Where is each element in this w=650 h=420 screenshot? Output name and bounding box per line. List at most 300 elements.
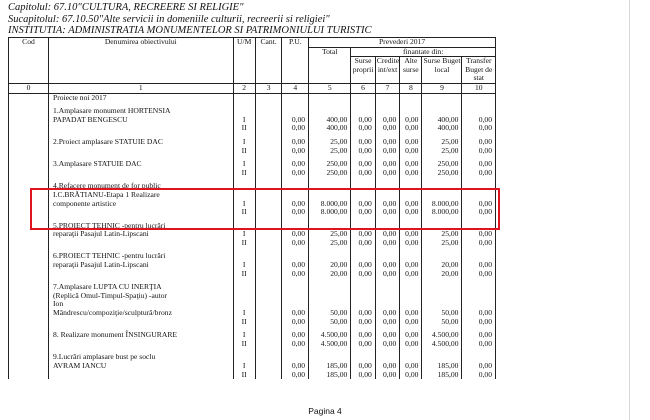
table-row: [9, 116, 496, 125]
credite-value: 0,00: [375, 340, 399, 349]
empty-cell: [351, 292, 375, 301]
project-name-line: AVRAM IANCU: [49, 362, 234, 371]
table-row: [9, 362, 496, 371]
empty-cell: [375, 182, 399, 191]
table-row: [9, 340, 496, 349]
table-row: [9, 270, 496, 279]
surse-proprii-value: 0,00: [351, 309, 375, 318]
table-row: [9, 169, 496, 178]
project-name-line: 1.Amplasare monument HORTENSIA: [49, 107, 234, 116]
empty-cell: [233, 182, 255, 191]
total-value: 25,00: [309, 147, 351, 156]
transfer-value: 0,00: [462, 309, 496, 318]
table-row: [9, 124, 496, 133]
pu-value: 0,00: [282, 200, 309, 209]
cod-cell: [9, 147, 49, 156]
cod-cell: [9, 292, 49, 301]
empty-cell: [49, 340, 234, 349]
pu-value: 0,00: [282, 160, 309, 169]
table-row: [9, 239, 496, 248]
total-value: 250,00: [309, 160, 351, 169]
buget-local-value: 25,00: [422, 138, 462, 147]
credite-value: 0,00: [375, 208, 399, 217]
buget-local-value: 8.000,00: [422, 200, 462, 209]
surse-proprii-value: 0,00: [351, 340, 375, 349]
project-name-line: 2.Proiect amplasare STATUIE DAC: [49, 138, 234, 147]
alte-surse-value: 0,00: [400, 208, 422, 217]
credite-value: 0,00: [375, 116, 399, 125]
cod-cell: [9, 261, 49, 270]
roman-marker: I: [233, 230, 255, 239]
cod-cell: [9, 340, 49, 349]
roman-marker: II: [233, 169, 255, 178]
table-row: [9, 318, 496, 327]
buget-local-value: 4.500,00: [422, 340, 462, 349]
alte-surse-value: 0,00: [400, 169, 422, 178]
cod-cell: [9, 371, 49, 380]
surse-proprii-value: 0,00: [351, 331, 375, 340]
cant-cell: [255, 124, 282, 133]
col-pu-header: P.U.: [282, 38, 309, 84]
buget-local-value: 400,00: [422, 124, 462, 133]
pu-value: 0,00: [282, 331, 309, 340]
column-index-0: 0: [9, 83, 49, 93]
cant-cell: [255, 200, 282, 209]
credite-value: 0,00: [375, 147, 399, 156]
surse-proprii-value: 0,00: [351, 318, 375, 327]
project-name-line: Mândrescu/compoziţie/sculptură/bronz: [49, 309, 234, 318]
empty-cell: [49, 169, 234, 178]
buget-local-value: 8.000,00: [422, 208, 462, 217]
pu-value: 0,00: [282, 116, 309, 125]
empty-cell: [233, 283, 255, 292]
cant-cell: [255, 160, 282, 169]
header-row-1: [9, 38, 496, 48]
total-value: 20,00: [309, 270, 351, 279]
project-name-line: 6.PROIECT TEHNIC -pentru lucrări: [49, 252, 234, 261]
empty-cell: [282, 93, 309, 102]
empty-cell: [422, 283, 462, 292]
roman-marker: I: [233, 138, 255, 147]
buget-local-value: 20,00: [422, 261, 462, 270]
roman-marker: II: [233, 208, 255, 217]
empty-cell: [49, 270, 234, 279]
pu-value: 0,00: [282, 309, 309, 318]
roman-marker: I: [233, 160, 255, 169]
total-value: 185,00: [309, 362, 351, 371]
transfer-value: 0,00: [462, 261, 496, 270]
alte-surse-value: 0,00: [400, 116, 422, 125]
roman-marker: I: [233, 261, 255, 270]
buget-local-value: 25,00: [422, 239, 462, 248]
cant-cell: [255, 371, 282, 380]
credite-value: 0,00: [375, 160, 399, 169]
cant-cell: [255, 116, 282, 125]
cod-cell: [9, 191, 49, 200]
cant-cell: [255, 270, 282, 279]
empty-cell: [49, 147, 234, 156]
credite-value: 0,00: [375, 261, 399, 270]
transfer-value: 0,00: [462, 147, 496, 156]
empty-cell: [282, 283, 309, 292]
surse-proprii-value: 0,00: [351, 124, 375, 133]
cod-cell: [9, 124, 49, 133]
project-name-line: 7.Amplasare LUPTA CU INERŢIA: [49, 283, 234, 292]
total-value: 20,00: [309, 261, 351, 270]
empty-cell: [49, 208, 234, 217]
roman-marker: II: [233, 270, 255, 279]
col-surse-proprii-header: Surse proprii: [351, 57, 375, 84]
roman-marker: II: [233, 371, 255, 380]
cod-cell: [9, 200, 49, 209]
cod-cell: [9, 318, 49, 327]
cant-cell: [255, 230, 282, 239]
transfer-value: 0,00: [462, 230, 496, 239]
alte-surse-value: 0,00: [400, 200, 422, 209]
empty-cell: [49, 239, 234, 248]
empty-cell: [351, 182, 375, 191]
empty-cell: [462, 182, 496, 191]
column-index-8: 8: [400, 83, 422, 93]
total-value: 25,00: [309, 239, 351, 248]
empty-cell: [309, 182, 351, 191]
total-value: 50,00: [309, 318, 351, 327]
page-number: Pagina 4: [308, 406, 342, 416]
surse-proprii-value: 0,00: [351, 208, 375, 217]
budget-table: [8, 37, 496, 379]
transfer-value: 0,00: [462, 160, 496, 169]
cod-cell: [9, 169, 49, 178]
table-row: [9, 200, 496, 209]
roman-marker: I: [233, 309, 255, 318]
surse-proprii-value: 0,00: [351, 230, 375, 239]
pu-value: 0,00: [282, 124, 309, 133]
col-transfer-header: Transfer Buget de stat: [462, 57, 496, 84]
pu-value: 0,00: [282, 270, 309, 279]
pu-value: 0,00: [282, 362, 309, 371]
credite-value: 0,00: [375, 239, 399, 248]
pu-value: 0,00: [282, 208, 309, 217]
cod-cell: [9, 107, 49, 116]
cod-cell: [9, 230, 49, 239]
total-value: 50,00: [309, 309, 351, 318]
empty-cell: [255, 182, 282, 191]
cod-cell: [9, 353, 49, 362]
empty-cell: [282, 182, 309, 191]
project-name-line: reparaţii Pasajul Latin-Lipscani: [49, 261, 234, 270]
empty-cell: [375, 283, 399, 292]
pu-value: 0,00: [282, 147, 309, 156]
alte-surse-value: 0,00: [400, 230, 422, 239]
empty-cell: [400, 292, 422, 301]
empty-cell: [422, 93, 462, 102]
total-value: 400,00: [309, 116, 351, 125]
empty-cell: [400, 283, 422, 292]
surse-proprii-value: 0,00: [351, 371, 375, 380]
total-value: 185,00: [309, 371, 351, 380]
empty-cell: [49, 371, 234, 380]
pu-value: 0,00: [282, 230, 309, 239]
surse-proprii-value: 0,00: [351, 261, 375, 270]
empty-cell: [309, 292, 351, 301]
alte-surse-value: 0,00: [400, 261, 422, 270]
cant-cell: [255, 138, 282, 147]
surse-proprii-value: 0,00: [351, 147, 375, 156]
surse-proprii-value: 0,00: [351, 362, 375, 371]
roman-marker: I: [233, 362, 255, 371]
pu-value: 0,00: [282, 261, 309, 270]
alte-surse-value: 0,00: [400, 270, 422, 279]
roman-marker: II: [233, 124, 255, 133]
empty-cell: [462, 292, 496, 301]
alte-surse-value: 0,00: [400, 331, 422, 340]
surse-proprii-value: 0,00: [351, 169, 375, 178]
cod-cell: [9, 309, 49, 318]
project-name-line: 9.Lucrări amplasare bust pe soclu: [49, 353, 234, 362]
empty-cell: [233, 93, 255, 102]
roman-marker: II: [233, 318, 255, 327]
roman-marker: II: [233, 340, 255, 349]
credite-value: 0,00: [375, 124, 399, 133]
total-value: 250,00: [309, 169, 351, 178]
col-buget-local-header: Surse Buget local: [422, 57, 462, 84]
col-credite-header: Credite int/ext: [375, 57, 399, 84]
cod-cell: [9, 116, 49, 125]
col-um-header: U/M: [233, 38, 255, 84]
buget-local-value: 250,00: [422, 160, 462, 169]
surse-proprii-value: 0,00: [351, 239, 375, 248]
table-row: [9, 371, 496, 380]
table-row: [9, 230, 496, 239]
buget-local-value: 185,00: [422, 371, 462, 380]
empty-cell: [400, 182, 422, 191]
column-index-9: 9: [422, 83, 462, 93]
cod-cell: [9, 252, 49, 261]
project-name-line: componente artistice: [49, 200, 234, 209]
total-value: 4.500,00: [309, 340, 351, 349]
column-index-3: 3: [255, 83, 282, 93]
buget-local-value: 400,00: [422, 116, 462, 125]
cant-cell: [255, 208, 282, 217]
cant-cell: [255, 147, 282, 156]
project-name-line: Ion: [49, 300, 234, 309]
alte-surse-value: 0,00: [400, 124, 422, 133]
alte-surse-value: 0,00: [400, 160, 422, 169]
alte-surse-value: 0,00: [400, 318, 422, 327]
institution-title: INSTITUTIA: ADMINISTRATIA MONUMENTELOR SI PATRIMONIULUI TURISTIC: [8, 25, 372, 36]
transfer-value: 0,00: [462, 208, 496, 217]
cod-cell: [9, 138, 49, 147]
column-index-1: 1: [49, 83, 234, 93]
project-name-line: (Replică Omul-Timpul-Spaţiu) -autor: [49, 292, 234, 301]
empty-cell: [255, 353, 282, 362]
table-row: [9, 261, 496, 270]
transfer-value: 0,00: [462, 331, 496, 340]
empty-cell: [462, 283, 496, 292]
empty-cell: [375, 93, 399, 102]
transfer-value: 0,00: [462, 124, 496, 133]
credite-value: 0,00: [375, 270, 399, 279]
credite-value: 0,00: [375, 318, 399, 327]
column-index-2: 2: [233, 83, 255, 93]
project-name-line: PAPADAT BENGESCU: [49, 116, 234, 125]
empty-cell: [255, 191, 282, 200]
project-name-line: I.C.BRĂTIANU-Etapa 1 Realizare: [49, 191, 234, 200]
alte-surse-value: 0,00: [400, 340, 422, 349]
col-total-header: Total: [309, 47, 351, 83]
project-name-line: 5.PROIECT TEHNIC -pentru lucrări: [49, 222, 234, 231]
empty-cell: [233, 292, 255, 301]
total-value: 4.500,00: [309, 331, 351, 340]
cant-cell: [255, 239, 282, 248]
total-value: 25,00: [309, 230, 351, 239]
empty-cell: [422, 182, 462, 191]
subchapter-title: Sucapitolul: 67.10.50"Alte servicii in domeniile culturii, recreerii si religiei": [8, 14, 330, 25]
table-row: [9, 292, 496, 301]
table-row: [9, 160, 496, 169]
cod-cell: [9, 362, 49, 371]
project-name-line: 4.Refacere monument de for public: [49, 182, 234, 191]
roman-marker: I: [233, 116, 255, 125]
empty-cell: [255, 292, 282, 301]
pu-value: 0,00: [282, 138, 309, 147]
cod-cell: [9, 283, 49, 292]
page-edge-line: [629, 0, 630, 420]
empty-cell: [309, 93, 351, 102]
empty-cell: [462, 93, 496, 102]
cod-cell: [9, 300, 49, 309]
cant-cell: [255, 362, 282, 371]
credite-value: 0,00: [375, 169, 399, 178]
buget-local-value: 25,00: [422, 230, 462, 239]
empty-cell: [309, 283, 351, 292]
alte-surse-value: 0,00: [400, 239, 422, 248]
cod-cell: [9, 239, 49, 248]
transfer-value: 0,00: [462, 239, 496, 248]
pu-value: 0,00: [282, 371, 309, 380]
credite-value: 0,00: [375, 200, 399, 209]
empty-cell: [255, 93, 282, 102]
cant-cell: [255, 309, 282, 318]
alte-surse-value: 0,00: [400, 362, 422, 371]
surse-proprii-value: 0,00: [351, 160, 375, 169]
cant-cell: [255, 169, 282, 178]
col-cod-header: Cod: [9, 38, 49, 84]
transfer-value: 0,00: [462, 270, 496, 279]
section-title-row: [9, 93, 496, 102]
roman-marker: I: [233, 331, 255, 340]
prevederi-group-header: Prevederi 2017: [309, 38, 496, 48]
table-row: [9, 208, 496, 217]
buget-local-value: 25,00: [422, 147, 462, 156]
buget-local-value: 250,00: [422, 169, 462, 178]
cod-cell: [9, 182, 49, 191]
table-row: [9, 147, 496, 156]
empty-cell: [255, 252, 282, 261]
col-cant-header: Cant.: [255, 38, 282, 84]
finantate-subheader: finantate din:: [351, 47, 496, 57]
empty-cell: [255, 300, 282, 309]
buget-local-value: 4.500,00: [422, 331, 462, 340]
pu-value: 0,00: [282, 340, 309, 349]
transfer-value: 0,00: [462, 200, 496, 209]
transfer-value: 0,00: [462, 371, 496, 380]
empty-cell: [351, 283, 375, 292]
buget-local-value: 185,00: [422, 362, 462, 371]
total-value: 25,00: [309, 138, 351, 147]
credite-value: 0,00: [375, 362, 399, 371]
cod-cell: [9, 270, 49, 279]
empty-cell: [49, 124, 234, 133]
column-index-6: 6: [351, 83, 375, 93]
roman-marker: I: [233, 200, 255, 209]
transfer-value: 0,00: [462, 340, 496, 349]
cant-cell: [255, 261, 282, 270]
surse-proprii-value: 0,00: [351, 270, 375, 279]
transfer-value: 0,00: [462, 116, 496, 125]
credite-value: 0,00: [375, 371, 399, 380]
chapter-title: Capitolul: 67.10"CULTURA, RECREERE SI RELIGIE": [8, 2, 244, 13]
transfer-value: 0,00: [462, 138, 496, 147]
alte-surse-value: 0,00: [400, 371, 422, 380]
credite-value: 0,00: [375, 309, 399, 318]
credite-value: 0,00: [375, 331, 399, 340]
column-index-10: 10: [462, 83, 496, 93]
project-name-line: 3.Amplasare STATUIE DAC: [49, 160, 234, 169]
column-index-5: 5: [309, 83, 351, 93]
empty-cell: [375, 292, 399, 301]
col-denumire-header: Denumirea obiectivului: [49, 38, 234, 84]
cod-cell: [9, 208, 49, 217]
total-value: 8.000,00: [309, 208, 351, 217]
empty-cell: [400, 93, 422, 102]
section-title: Proiecte noi 2017: [49, 93, 234, 102]
buget-local-value: 20,00: [422, 270, 462, 279]
surse-proprii-value: 0,00: [351, 200, 375, 209]
alte-surse-value: 0,00: [400, 309, 422, 318]
pu-value: 0,00: [282, 239, 309, 248]
roman-marker: II: [233, 147, 255, 156]
empty-cell: [422, 292, 462, 301]
surse-proprii-value: 0,00: [351, 138, 375, 147]
buget-local-value: 50,00: [422, 309, 462, 318]
table-row: [9, 331, 496, 340]
empty-cell: [255, 222, 282, 231]
empty-cell: [351, 93, 375, 102]
surse-proprii-value: 0,00: [351, 116, 375, 125]
empty-cell: [9, 93, 49, 102]
col-alte-header: Alte surse: [400, 57, 422, 84]
empty-cell: [255, 283, 282, 292]
pu-value: 0,00: [282, 169, 309, 178]
project-name-line: 8. Realizare monument ÎNSINGURARE: [49, 331, 234, 340]
project-name-line: reparaţii Pasajul Latin-Lipscani: [49, 230, 234, 239]
credite-value: 0,00: [375, 138, 399, 147]
column-index-row: [9, 83, 496, 93]
cant-cell: [255, 318, 282, 327]
column-index-7: 7: [375, 83, 399, 93]
cod-cell: [9, 331, 49, 340]
column-index-4: 4: [282, 83, 309, 93]
cod-cell: [9, 222, 49, 231]
table-row: [9, 309, 496, 318]
pu-value: 0,00: [282, 318, 309, 327]
table-row: [9, 138, 496, 147]
roman-marker: II: [233, 239, 255, 248]
total-value: 400,00: [309, 124, 351, 133]
empty-cell: [282, 292, 309, 301]
transfer-value: 0,00: [462, 318, 496, 327]
